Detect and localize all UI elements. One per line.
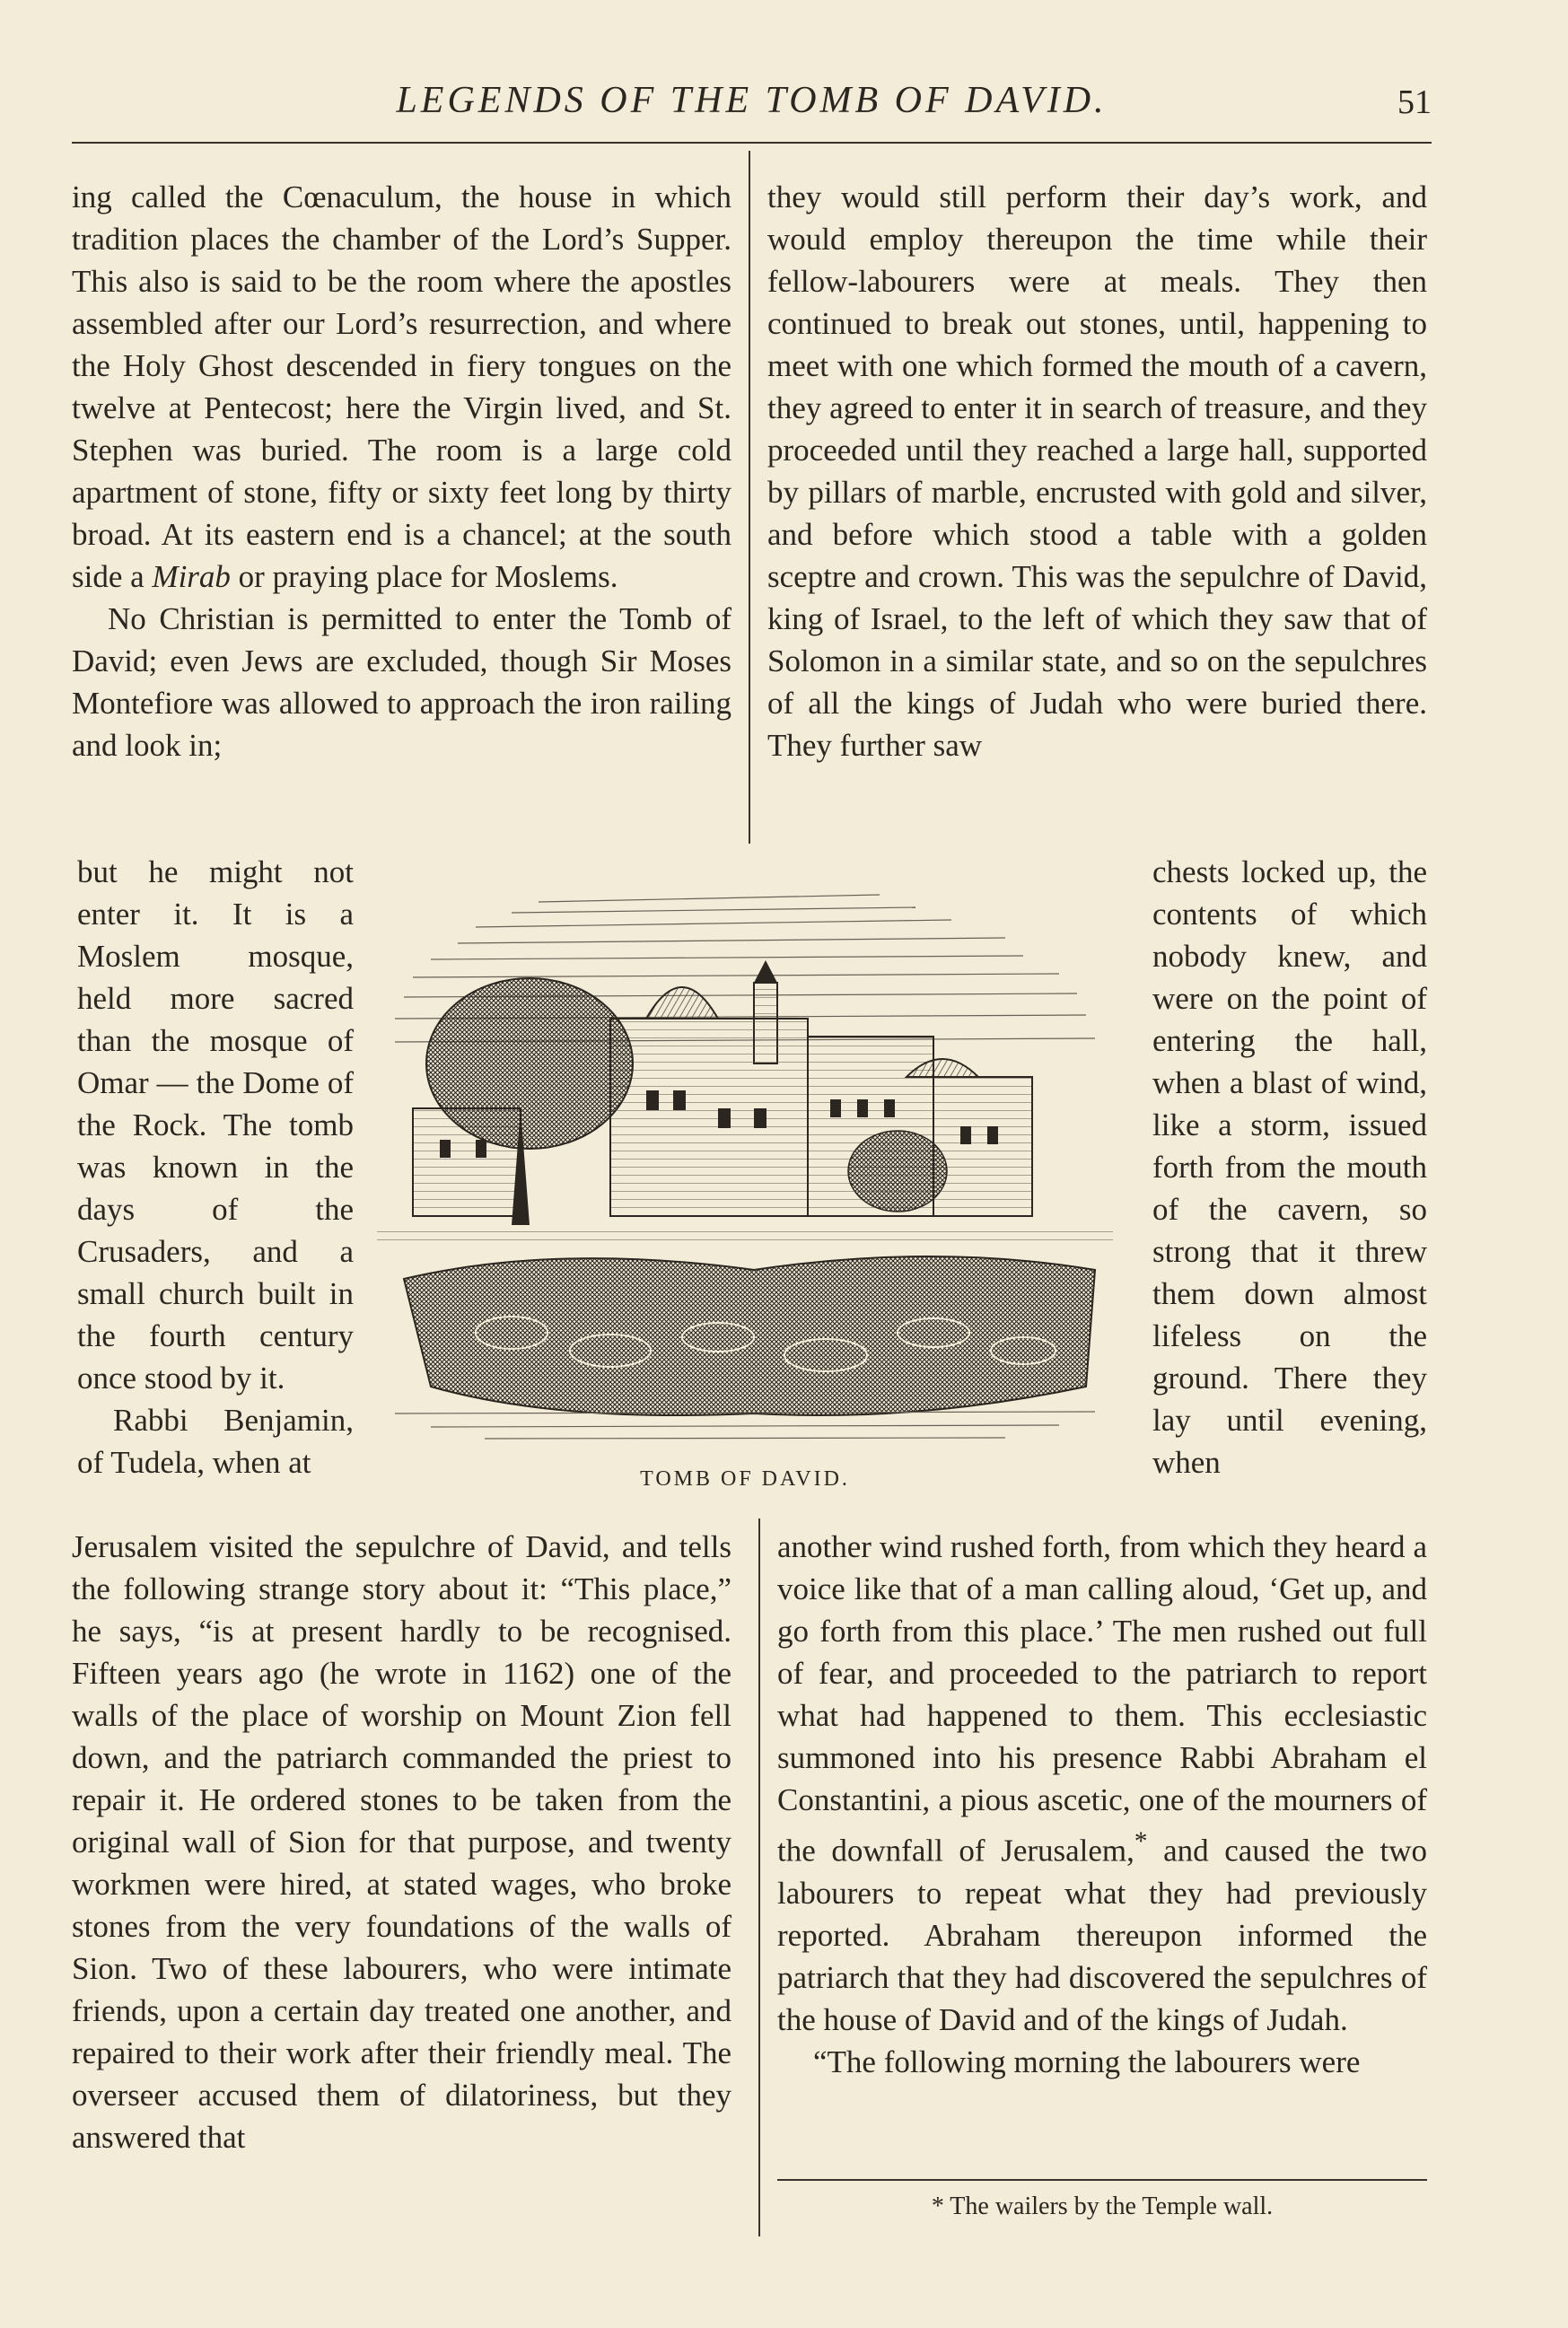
tree-canopy <box>426 978 633 1149</box>
paragraph-following-morning: “The following morning the labourers were <box>813 2044 1361 2079</box>
tomb-of-david-engraving <box>377 884 1113 1449</box>
engraving-illustration <box>377 884 1113 1449</box>
header-rule <box>72 142 1432 144</box>
italic-term: Mirab <box>152 559 231 594</box>
foreground-hatching <box>395 1412 1095 1439</box>
stone-wall <box>404 1256 1095 1415</box>
paragraph-coenaculum <box>72 176 731 598</box>
paragraph-mosque: but he might not enter it. It is a Moslem mosque, held more sacred than the mosque of Omar — the Dome of the Rock. The tomb was known in the days of the Crusaders, and a small church built in the fourth century once stood by it. <box>77 854 354 1396</box>
figure-caption: TOMB OF DAVID. <box>640 1467 850 1491</box>
paragraph-labourers: they would still perform their day’s work, and would employ thereupon the time while their fellow-labourers were at meals. They then continued to break out stones, until, happening to meet with one which formed the mouth of a cavern, they agreed to enter it in search of treasure, and they proceeded until they reached a large hall, supported by pillars of marble, encrusted with gold and silver, and before which stood a table with a golden sceptre and crown. This was the sepulchre of David, king of Israel, to the left of which they saw that of Solomon in a similar state, and so on the sepulchres of all the kings of Judah who were buried there. They further saw <box>767 179 1427 763</box>
bush <box>848 1131 947 1212</box>
footnote: * The wailers by the Temple wall. <box>931 2192 1274 2220</box>
footnote-marker[interactable]: * <box>1134 1827 1148 1856</box>
right-column-top <box>767 176 1427 766</box>
footnote-rule <box>777 2179 1427 2181</box>
paragraph-another-wind <box>777 1526 1427 2041</box>
right-column-bottom <box>777 1526 1427 2083</box>
right-column-wrap <box>1152 851 1427 1483</box>
paragraph-chests: chests locked up, the contents of which nobody knew, and were on the point of entering the hall, when a blast of wind, like a storm, issued forth from the mouth of the cavern, so strong that it threw them down almost lifeless on the ground. There they lay until evening, when <box>1152 854 1427 1480</box>
column-divider-bottom <box>758 1518 760 2236</box>
far-right-building <box>933 1077 1032 1216</box>
text-run: another wind rushed forth, from which they heard a voice like that of a man calling aloud, ‘Get up, and go forth from this place.’ The men rushed out full of fear, and proceeded to the patriarch to report what had happened to them. This ecclesiastic summoned into his presence Rabbi Abraham el Constantini, a pious ascetic, one of the mourners of the downfall of Jerusalem, <box>777 1529 1427 1869</box>
page-number: 51 <box>1397 83 1432 121</box>
column-divider-top <box>749 151 750 844</box>
left-column-wrap <box>77 851 354 1483</box>
running-title: LEGENDS OF THE TOMB OF DAVID. <box>396 80 1108 121</box>
left-column-bottom <box>72 1526 731 2158</box>
ground <box>377 1225 1113 1243</box>
minaret-cap <box>754 960 777 983</box>
text-run: and caused the two labourers to repeat what they had previously reported. Abraham thereupon informed the patriarch that they had discovered the sepulchres of the house of David and of the kings of Judah. <box>777 1833 1427 2037</box>
paragraph-no-christian: No Christian is permitted to enter the Tomb of David; even Jews are excluded, though Sir Moses Montefiore was allowed to approach the iron railing and look in; <box>72 601 731 763</box>
main-building <box>610 1019 808 1216</box>
left-column-top <box>72 176 731 766</box>
paragraph-rabbi-benjamin: Rabbi Benjamin, of Tudela, when at <box>77 1403 354 1480</box>
text-run: or praying place for Moslems. <box>238 559 618 594</box>
text-run: ing called the Cœnaculum, the house in which tradition places the chamber of the Lord’s Supper. This also is said to be the room where the apostles assembled after our Lord’s resurrection, and where the Holy Ghost descended in fiery tongues on the twelve at Pentecost; here the Virgin lived, and St. Stephen was buried. The room is a large cold apartment of stone, fifty or sixty feet long by thirty broad. At its eastern end is a chancel; at the south side a <box>72 179 731 594</box>
dome <box>646 987 718 1019</box>
paragraph-jerusalem-story: Jerusalem visited the sepulchre of David, and tells the following strange story about it: “This place,” he says, “is at present hardly to be recognised. Fifteen years ago (he wrote in 1162) one of the walls of the place of worship on Mount Zion fell down, and the patriarch commanded the priest to repair it. He ordered stones to be taken from the original wall of Sion for that purpose, and twenty workmen were hired, at stated wages, who broke stones from the very foundations of the walls of Sion. Two of these labourers, who were intimate friends, upon a certain day treated one another, and repaired to their work after their friendly meal. The overseer accused them of dilatoriness, but they answered that <box>72 1529 731 2155</box>
running-head <box>72 79 1432 133</box>
